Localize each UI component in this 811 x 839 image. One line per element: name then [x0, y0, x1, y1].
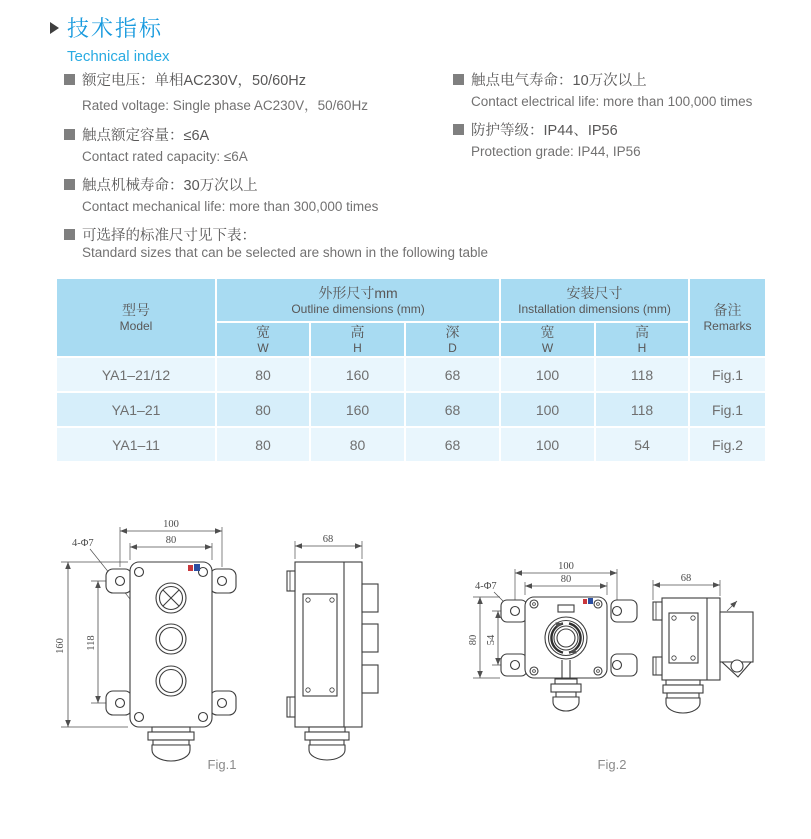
- cell-d: 68: [405, 427, 500, 462]
- spec-zh-line: [64, 68, 456, 90]
- fig1-dim-body-height: 160: [55, 638, 66, 654]
- cell-w: 80: [216, 392, 310, 427]
- spec-zh-text: 额定电压：单相AC230V，50/60Hz: [82, 72, 307, 89]
- spec-zh-line: [64, 123, 456, 145]
- outline-dimensions-header: [216, 278, 500, 322]
- button-mechanism-profile: [720, 601, 753, 677]
- spec-item: [453, 68, 809, 109]
- spec-zh-text: 可选择的标准尺寸见下表：: [82, 227, 256, 244]
- spec-zh-line: [453, 118, 809, 140]
- button-profile: [362, 584, 378, 612]
- installation-dimensions-header: [500, 278, 689, 322]
- bullet-square-icon: [64, 229, 75, 240]
- cell-remark: Fig.1: [689, 392, 766, 427]
- sub-header-height-h: 高 H: [310, 322, 405, 357]
- cell-model: YA1–21: [56, 392, 216, 427]
- fig1-dim-depth: 68: [322, 534, 334, 545]
- page-title-en: Technical index: [67, 48, 170, 65]
- fig2-front-view: [468, 561, 637, 711]
- bullet-square-icon: [64, 129, 75, 140]
- fig2-dim-body-height: 80: [468, 634, 479, 646]
- enclosure-side: [295, 562, 362, 727]
- spec-list-left: [64, 68, 489, 269]
- fig1-front-view: [55, 519, 236, 761]
- cell-ih: 54: [595, 427, 689, 462]
- technical-drawings: [0, 500, 811, 790]
- cell-iw: 100: [500, 427, 595, 462]
- outline-header-zh: 外形尺寸mm: [318, 284, 398, 301]
- ear-profile: [287, 571, 295, 591]
- cell-model: YA1–11: [56, 427, 216, 462]
- fig2-dim-body-width: 80: [560, 574, 572, 585]
- sub-header-install-w: 宽 W: [500, 322, 595, 357]
- spec-item: [64, 68, 456, 114]
- table-row: [56, 427, 766, 462]
- spec-item: [64, 173, 456, 214]
- spec-en-text: Rated voltage: Single phase AC230V，50/60Hz: [82, 98, 368, 113]
- table-row: [56, 357, 766, 392]
- spec-en-text: Contact rated capacity: ≤6A: [82, 149, 248, 164]
- remarks-header-zh: 备注: [713, 302, 742, 318]
- enclosure-body: [525, 597, 607, 678]
- mounting-ear: [210, 691, 236, 715]
- brand-logo-icon: [188, 564, 200, 571]
- section-title-block: [50, 12, 170, 65]
- cell-h: 160: [310, 357, 405, 392]
- mounting-ear: [106, 691, 132, 715]
- brand-logo-icon: [583, 598, 593, 604]
- side-panel: [303, 594, 337, 696]
- bullet-square-icon: [64, 74, 75, 85]
- bullet-square-icon: [453, 74, 464, 85]
- fig2-side-view: [653, 573, 753, 713]
- spec-zh-line: [453, 68, 809, 90]
- cell-remark: Fig.1: [689, 357, 766, 392]
- spec-en-text: Contact electrical life: more than 100,000 times: [471, 94, 753, 109]
- spec-zh-text: 触点额定容量：≤6A: [82, 127, 210, 144]
- cell-iw: 100: [500, 357, 595, 392]
- spec-item: [453, 118, 809, 159]
- pushbutton: [156, 666, 186, 696]
- fig1-dim-outer-width: 100: [163, 519, 179, 530]
- spec-zh-text: 触点机械寿命：30万次以上: [82, 177, 258, 194]
- model-header-en: Model: [119, 319, 153, 333]
- fig1-side-view: [287, 534, 378, 760]
- spec-zh-text: 触点电气寿命：10万次以上: [471, 72, 647, 89]
- bullet-square-icon: [453, 124, 464, 135]
- ear-profile: [653, 602, 662, 620]
- fig1-label: Fig.1: [207, 757, 237, 772]
- bullet-square-icon: [64, 179, 75, 190]
- install-header-zh: 安装尺寸: [566, 284, 623, 301]
- mounting-ear: [611, 600, 637, 622]
- sub-header-install-h: 高 H: [595, 322, 689, 357]
- cable-gland: [551, 660, 581, 711]
- ear-profile: [287, 697, 295, 717]
- fig2-dim-outer-width: 100: [558, 561, 574, 572]
- fig1-dim-body-width: 80: [165, 535, 177, 546]
- spec-item: [64, 223, 489, 260]
- mounting-ear: [106, 569, 132, 593]
- cell-d: 68: [405, 357, 500, 392]
- remarks-column-header: [689, 278, 766, 357]
- cell-w: 80: [216, 357, 310, 392]
- spec-zh-text: 防护等级：IP44、IP56: [471, 122, 618, 139]
- cable-gland: [663, 680, 703, 713]
- fig1-dim-hole-height: 118: [86, 635, 97, 651]
- cell-h: 80: [310, 427, 405, 462]
- remarks-header-en: Remarks: [703, 319, 752, 333]
- mounting-ear: [210, 569, 236, 593]
- pushbutton-cross: [156, 583, 186, 613]
- outline-header-en: Outline dimensions (mm): [291, 301, 425, 316]
- fig2-label: Fig.2: [597, 757, 627, 772]
- emergency-stop-button: [545, 605, 587, 659]
- fig1-dim-holes: 4-Φ7: [72, 538, 94, 549]
- section-arrow-icon: [50, 22, 59, 34]
- page-title-zh: 技术指标: [67, 16, 164, 41]
- spec-en-text: Contact mechanical life: more than 300,000 times: [82, 199, 379, 214]
- mounting-ear: [501, 600, 527, 622]
- fig2-dim-hole-height: 54: [486, 634, 497, 646]
- cell-w: 80: [216, 427, 310, 462]
- fig2-dim-depth: 68: [680, 573, 692, 584]
- cell-remark: Fig.2: [689, 427, 766, 462]
- spec-zh-line: [64, 223, 456, 245]
- table-row: [56, 392, 766, 427]
- sub-header-width-w: 宽 W: [216, 322, 310, 357]
- mounting-ear: [501, 654, 527, 676]
- cell-iw: 100: [500, 392, 595, 427]
- spec-en-text: Protection grade: IP44, IP56: [471, 144, 641, 159]
- side-panel: [669, 613, 698, 663]
- dimensions-table: [55, 277, 767, 463]
- enclosure-body: [130, 562, 212, 727]
- sub-header-depth-d: 深 D: [405, 322, 500, 357]
- model-column-header: [56, 278, 216, 357]
- cell-ih: 118: [595, 357, 689, 392]
- button-profile: [362, 665, 378, 693]
- fig2-dim-holes: 4-Φ7: [475, 581, 497, 592]
- spec-zh-line: [64, 173, 456, 195]
- pushbutton: [156, 624, 186, 654]
- spec-list-right: [453, 68, 809, 168]
- enclosure-side: [662, 598, 720, 680]
- spec-en-text: Standard sizes that can be selected are shown in the following table: [82, 245, 489, 260]
- model-header-zh: 型号: [122, 302, 150, 318]
- cable-gland: [305, 727, 349, 760]
- spec-item: [64, 123, 456, 164]
- button-profile: [362, 624, 378, 652]
- ear-profile: [653, 657, 662, 675]
- cell-h: 160: [310, 392, 405, 427]
- cell-ih: 118: [595, 392, 689, 427]
- button-top-tab: [558, 605, 574, 612]
- cable-gland: [148, 727, 194, 761]
- cell-d: 68: [405, 392, 500, 427]
- mounting-ear: [611, 654, 637, 676]
- install-header-en: Installation dimensions (mm): [518, 301, 671, 316]
- cell-model: YA1–21/12: [56, 357, 216, 392]
